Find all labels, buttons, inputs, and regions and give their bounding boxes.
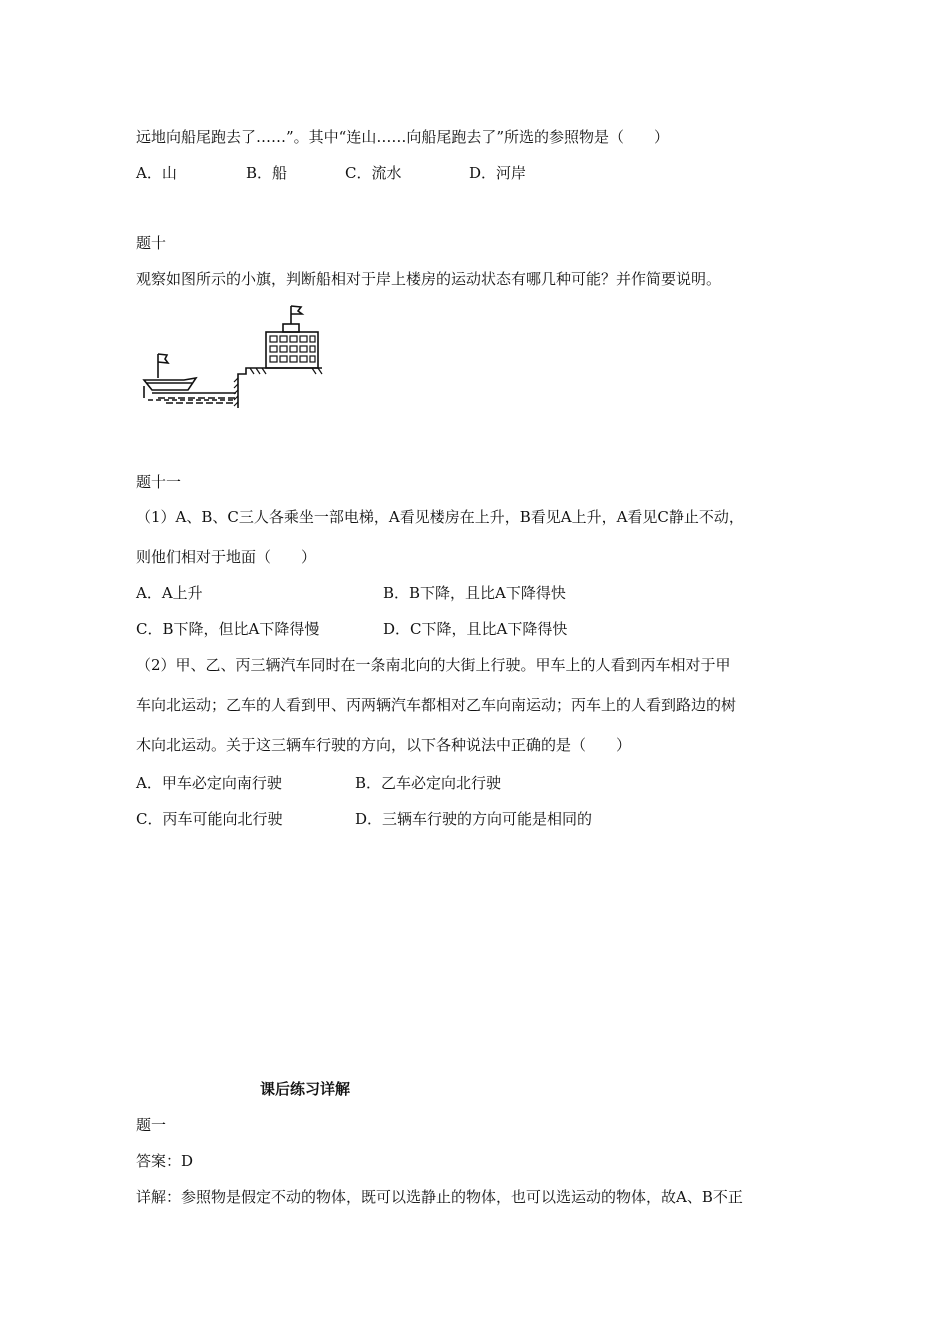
q11-part2-option-c: C．丙车可能向北行驶 [136,810,283,828]
q9-option-d: D．河岸 [469,164,527,182]
q11-part2-option-a: A．甲车必定向南行驶 [136,774,282,792]
q11-part2-line2: 车向北运动；乙车的人看到甲、丙两辆汽车都相对乙车向南运动；丙车上的人看到路边的树 [136,696,737,714]
q11-part2-option-d: D．三辆车行驶的方向可能是相同的 [355,810,593,828]
q9-option-c: C．流水 [345,164,402,182]
q11-part2-line1: （2）甲、乙、丙三辆汽车同时在一条南北向的大街上行驶。甲车上的人看到丙车相对于甲 [136,656,731,674]
q11-part1-line2: 则他们相对于地面（ ） [136,548,317,566]
q11-part1-option-d: D．C下降，且比A下降得快 [383,620,568,638]
q11-part1-option-b: B．B下降，且比A下降得快 [383,584,566,602]
q11-part1-option-c: C．B下降，但比A下降得慢 [136,620,320,638]
answers-heading: 课后练习详解 [260,1080,351,1098]
answer-q1-detail: 详解：参照物是假定不动的物体，既可以选静止的物体，也可以选运动的物体，故A、B不正 [136,1188,743,1206]
q11-part2-option-b: B．乙车必定向北行驶 [355,774,502,792]
answer-q1-title: 题一 [136,1116,167,1134]
q10-stem: 观察如图所示的小旗，判断船相对于岸上楼房的运动状态有哪几种可能？并作简要说明。 [136,270,722,288]
boat-building-figure [136,300,326,412]
q9-option-a: A．山 [136,164,177,182]
q9-stem-tail: 远地向船尾跑去了……”。其中“连山……向船尾跑去了”所选的参照物是（ ） [136,128,670,146]
q11-part1-line1: （1）A、B、C三人各乘坐一部电梯，A看见楼房在上升，B看见A上升，A看见C静止不动， [136,508,744,526]
q11-part1-option-a: A．A上升 [136,584,203,602]
q11-part2-line3: 木向北运动。关于这三辆车行驶的方向，以下各种说法中正确的是（ ） [136,736,632,754]
q9-option-b: B．船 [246,164,288,182]
q10-title: 题十 [136,234,167,252]
q11-title: 题十一 [136,473,182,491]
answer-q1-answer: 答案：D [136,1152,194,1170]
